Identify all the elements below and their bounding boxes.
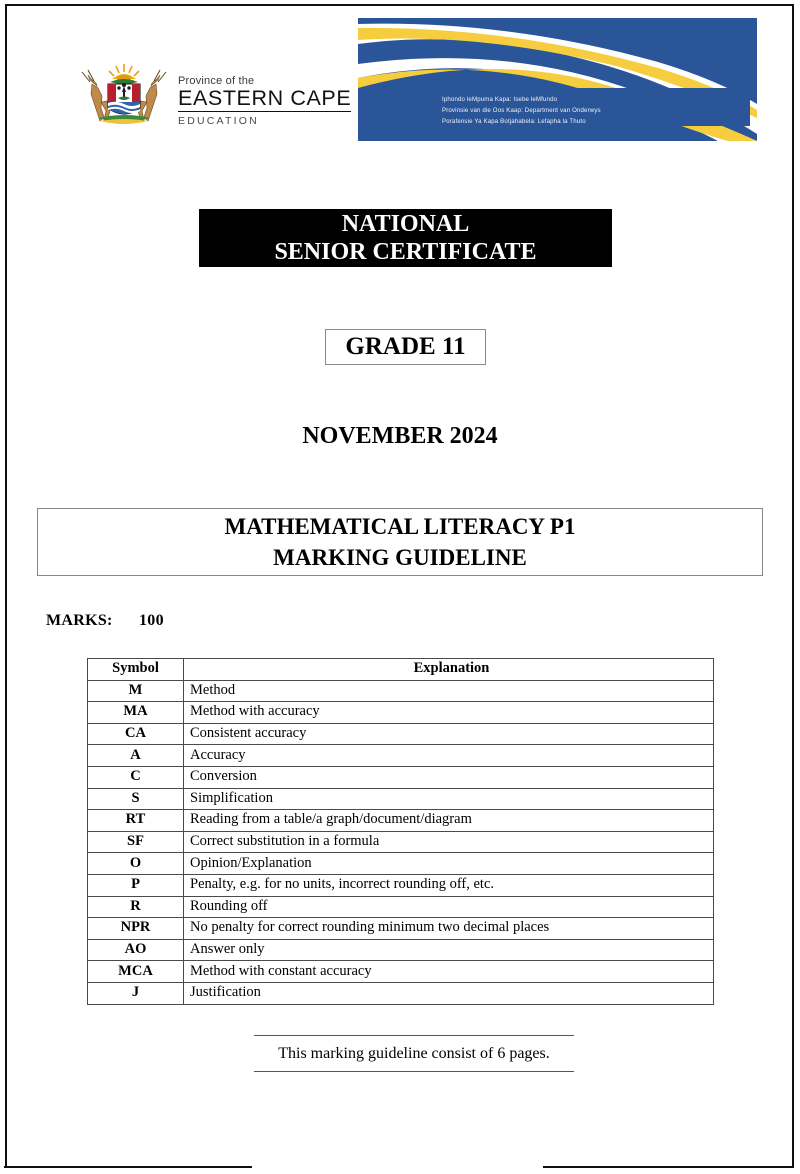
table-row (88, 766, 714, 788)
cell-symbol: A (88, 745, 184, 767)
table-row (88, 680, 714, 702)
table-row (88, 939, 714, 961)
cell-explanation: Correct substitution in a formula (184, 831, 714, 853)
cell-explanation: Conversion (184, 766, 714, 788)
grade-box: GRADE 11 (325, 329, 486, 365)
national-senior-certificate-banner (199, 209, 612, 267)
table-row (88, 896, 714, 918)
banner-caption-xhosa: Iphondo leMpuma Kapa: Isebe leMfundo (442, 96, 558, 103)
banner-caption-sesotho: Porafensie Ya Kapa Botjahabela: Lefapha la Thuto (442, 117, 586, 125)
cell-symbol: J (88, 982, 184, 1004)
table-row (88, 831, 714, 853)
eastern-cape-coat-of-arms-icon (78, 62, 170, 132)
table-row (88, 810, 714, 832)
table-header-row (88, 659, 714, 681)
cell-explanation: Answer only (184, 939, 714, 961)
subject-title-box (37, 508, 763, 576)
cell-explanation: Simplification (184, 788, 714, 810)
banner-caption-afrikaans: Provinsie van die Oos Kaap: Department van Onderwys (442, 106, 601, 114)
header-explanation: Explanation (184, 659, 714, 681)
table-row (88, 918, 714, 940)
logo-line-province: Province of the (178, 75, 255, 87)
certificate-line-senior-certificate: SENIOR CERTIFICATE (274, 239, 537, 265)
cell-symbol: MCA (88, 961, 184, 983)
cell-symbol: SF (88, 831, 184, 853)
banner-multilingual-caption (442, 95, 601, 128)
cell-symbol: P (88, 874, 184, 896)
logo-line-eastern-cape: EASTERN CAPE (178, 86, 352, 110)
cell-explanation: Method with constant accuracy (184, 961, 714, 983)
table-row (88, 874, 714, 896)
cell-symbol: C (88, 766, 184, 788)
cell-explanation: Justification (184, 982, 714, 1004)
cell-explanation: Method with accuracy (184, 702, 714, 724)
cell-symbol: AO (88, 939, 184, 961)
page-border-bottom-right (543, 1166, 793, 1168)
table-row (88, 788, 714, 810)
cell-symbol: NPR (88, 918, 184, 940)
symbol-explanation-table (87, 658, 714, 1005)
cell-symbol: RT (88, 810, 184, 832)
cell-symbol: M (88, 680, 184, 702)
document-header (0, 0, 800, 165)
table-row (88, 982, 714, 1004)
cell-symbol: CA (88, 723, 184, 745)
logo-line-education: EDUCATION (178, 114, 259, 127)
cell-explanation: Rounding off (184, 896, 714, 918)
header-symbol: Symbol (88, 659, 184, 681)
cell-symbol: S (88, 788, 184, 810)
table-row (88, 745, 714, 767)
exam-month-year: NOVEMBER 2024 (302, 423, 498, 449)
marks-total (46, 612, 164, 630)
cell-explanation: Reading from a table/a graph/document/diagram (184, 810, 714, 832)
certificate-line-national: NATIONAL (341, 211, 470, 237)
cell-explanation: Opinion/Explanation (184, 853, 714, 875)
cell-explanation: Method (184, 680, 714, 702)
eastern-cape-wordmark (178, 62, 351, 128)
table-row (88, 723, 714, 745)
cell-explanation: Penalty, e.g. for no units, incorrect rounding off, etc. (184, 874, 714, 896)
subject-line-paper: MATHEMATICAL LITERACY P1 (224, 514, 576, 539)
cell-symbol: MA (88, 702, 184, 724)
cell-symbol: O (88, 853, 184, 875)
eastern-cape-education-logo (78, 62, 351, 132)
subject-line-marking-guideline: MARKING GUIDELINE (273, 545, 527, 570)
marks-label: MARKS: (46, 612, 113, 629)
marks-value: 100 (139, 612, 164, 629)
table-row (88, 961, 714, 983)
cell-explanation: No penalty for correct rounding minimum two decimal places (184, 918, 714, 940)
department-banner-graphic (358, 18, 757, 141)
table-row (88, 853, 714, 875)
cell-explanation: Accuracy (184, 745, 714, 767)
page-border-bottom-left (4, 1166, 252, 1168)
table-row (88, 702, 714, 724)
cell-explanation: Consistent accuracy (184, 723, 714, 745)
cell-symbol: R (88, 896, 184, 918)
page-count-note: This marking guideline consist of 6 pages. (254, 1035, 574, 1072)
